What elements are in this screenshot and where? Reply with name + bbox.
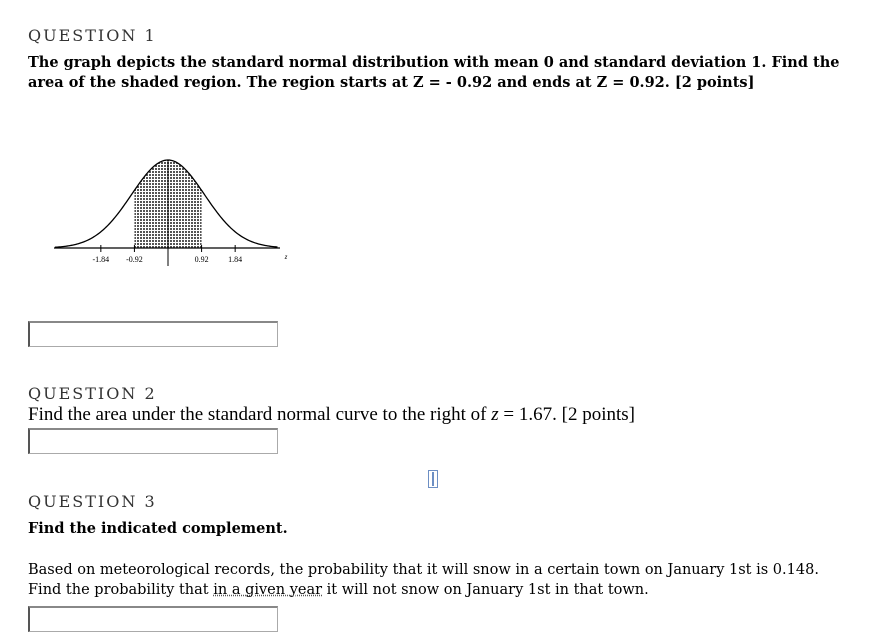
question-2-text-after: = 1.67. [2 points] <box>498 404 635 425</box>
question-3-paragraph-line2-after: it will not snow on January 1st in that town. <box>322 582 649 598</box>
question-2-text-before: Find the area under the standard normal curve to the right of <box>28 404 492 425</box>
z-axis-label: z <box>284 253 288 261</box>
text-cursor-icon <box>428 470 438 488</box>
question-3-paragraph-line1: Based on meteorological records, the probability that it will snow in a certain town on January 1st is 0.148. <box>28 562 819 578</box>
tick-label-0-92: 0.92 <box>194 255 209 264</box>
question-2-heading: QUESTION 2 <box>28 384 157 403</box>
tick-label-1-84: 1.84 <box>228 255 243 264</box>
question-3-answer-input[interactable] <box>28 606 278 632</box>
tick-label-neg-1-84: -1.84 <box>92 255 110 264</box>
question-2-answer-input[interactable] <box>28 428 278 454</box>
question-3-heading: QUESTION 3 <box>28 492 157 511</box>
question-1-text-line1: The graph depicts the standard normal distribution with mean 0 and standard deviation 1. Find the <box>28 54 840 71</box>
tick-label-neg-0-92: -0.92 <box>126 255 143 264</box>
question-1-heading: QUESTION 1 <box>28 26 157 45</box>
question-3-paragraph-line2-before: Find the probability that <box>28 582 214 598</box>
question-3-subtitle: Find the indicated complement. <box>28 520 288 537</box>
grammar-flagged-phrase: in a given year <box>213 582 323 598</box>
normal-distribution-graph <box>50 150 300 270</box>
question-2-variable: z <box>491 404 499 425</box>
question-1-text-line2: area of the shaded region. The region starts at Z = - 0.92 and ends at Z = 0.92. [2 points] <box>28 74 755 91</box>
question-1-answer-input[interactable] <box>28 321 278 347</box>
question-2-text <box>28 404 635 426</box>
question-3-paragraph-line2 <box>28 580 649 600</box>
